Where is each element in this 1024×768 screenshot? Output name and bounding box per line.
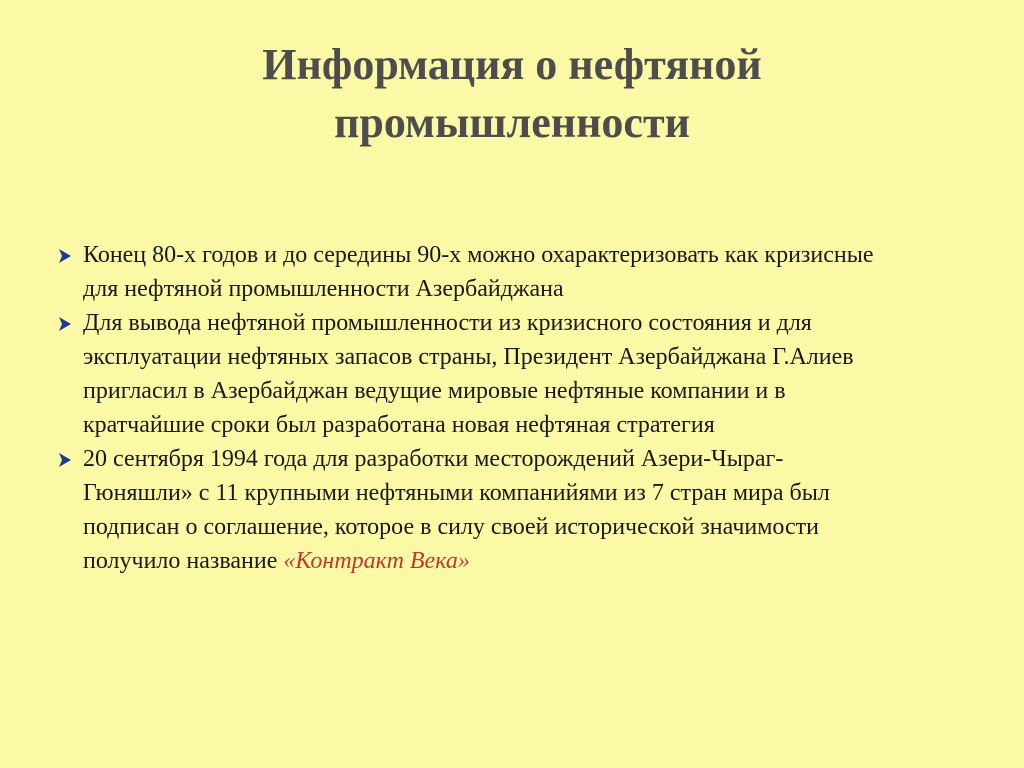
slide-title	[112, 36, 912, 152]
chevron-right-icon	[56, 247, 74, 265]
chevron-right-icon	[56, 315, 74, 333]
bullet-text: Для вывода нефтяной промышленности из кризисного состояния и для эксплуатации нефтяных запасов страны, Президент Азербайджана Г.Алиев пригласил в Азербайджан ведущие мировые нефтяные компании и в кратчайшие сроки был разработана новая нефтяная стратегия	[83, 310, 854, 438]
bullet-text: 20 сентября 1994 года для разработки месторождений Азери-Чыраг-Гюняшли» с 11 крупными нефтяными компанийями из 7 стран мира был подписан о соглашение, которое в силу своей исторической значимости получило название	[83, 446, 830, 574]
bullet-item-contract-of-century	[56, 442, 886, 578]
bullet-list	[56, 238, 886, 578]
bullet-item-crisis-period	[56, 238, 886, 306]
bullet-text: Конец 80-х годов и до середины 90-х можно охарактеризовать как кризисные для нефтяной промышленности Азербайджана	[83, 242, 874, 302]
contract-name-highlight: «Контракт Века»	[283, 548, 470, 574]
chevron-right-icon	[56, 451, 74, 469]
bullet-item-oil-strategy	[56, 306, 886, 442]
slide-title-line-1: Информация о нефтяной	[262, 40, 762, 89]
slide-title-line-2: промышленности	[334, 98, 690, 147]
